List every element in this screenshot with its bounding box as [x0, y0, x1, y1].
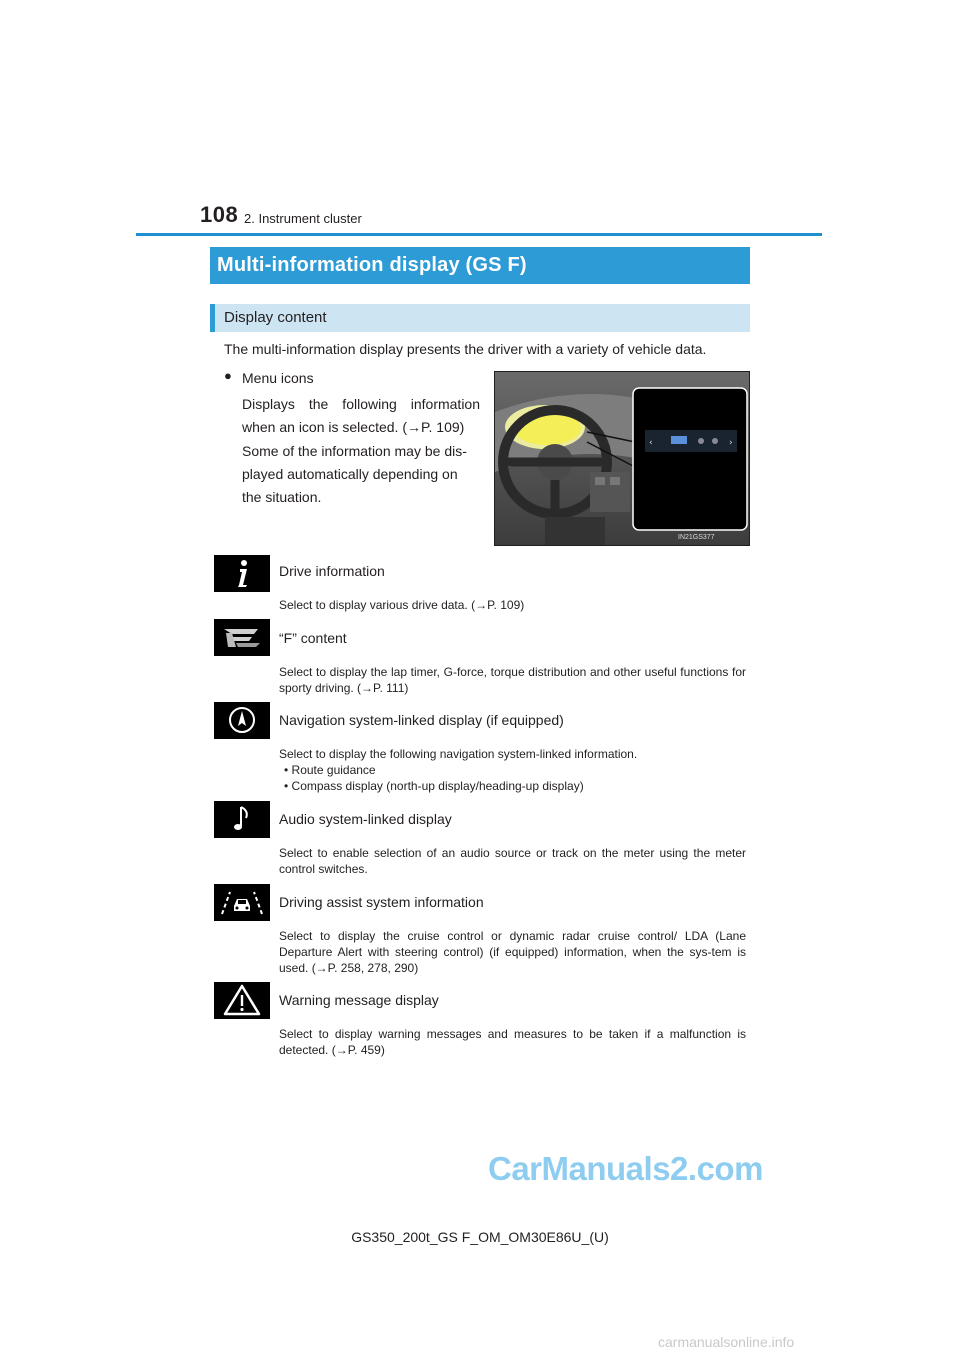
- f-logo-icon: [214, 619, 270, 656]
- bullet-label: Menu icons: [242, 370, 314, 386]
- watermark-secondary: carmanualsonline.info: [658, 1334, 795, 1350]
- driving-assist-icon: [214, 884, 270, 921]
- item-desc-driving-assist: Select to display the cruise control or dynamic radar cruise control/ LDA (Lane Departure Alert with steering control) (if equipped) information, when the sys-tem is used. (→P. 258, 278, 290): [279, 929, 746, 975]
- warning-icon: [214, 982, 270, 1019]
- footer-code: GS350_200t_GS F_OM_OM30E86U_(U): [351, 1229, 609, 1245]
- item-desc-f-content: Select to display the lap timer, G-force, torque distribution and other useful functions for sporty driving. (→P. 111): [279, 665, 746, 695]
- menu-icons-paragraph-2-line-1: Some of the information may be dis-: [242, 443, 467, 459]
- menu-icons-paragraph-2-line-3: the situation.: [242, 489, 322, 505]
- item-title-drive-information: Drive information: [279, 563, 385, 579]
- item-desc-audio: Select to enable selection of an audio source or track on the meter using the meter control switches.: [279, 846, 746, 876]
- header-rule: [136, 233, 822, 236]
- item-title-audio: Audio system-linked display: [279, 811, 452, 827]
- illustration-code: IN21GS377: [678, 534, 715, 541]
- watermark-primary: CarManuals2.com: [488, 1150, 763, 1187]
- navigation-sub-item-2: • Compass display (north-up display/heading-up display): [284, 779, 584, 793]
- item-desc-drive-information: Select to display various drive data. (→P. 109): [279, 598, 525, 612]
- navigation-icon-graphic: [214, 702, 270, 739]
- driving-assist-icon-graphic: [214, 884, 270, 921]
- item-desc-warning: Select to display warning messages and measures to be taken if a malfunction is detected. (→P. 459): [279, 1027, 746, 1057]
- navigation-sub-item-1: • Route guidance: [284, 763, 376, 777]
- info-icon-graphic: [214, 555, 270, 592]
- warning-icon-graphic: [214, 982, 270, 1019]
- f-logo-icon-graphic: [214, 619, 270, 656]
- music-note-icon: [214, 801, 270, 838]
- menu-icons-paragraph-2-line-2: played automatically depending on: [242, 466, 458, 482]
- item-title-warning: Warning message display: [279, 992, 439, 1008]
- menu-icons-paragraph-2: [242, 440, 480, 509]
- navigation-icon: [214, 702, 270, 739]
- item-title-navigation: Navigation system-linked display (if equipped): [279, 712, 564, 728]
- svg-text:›: ›: [729, 438, 733, 448]
- info-icon: [214, 555, 270, 592]
- svg-text:‹: ‹: [649, 438, 653, 448]
- item-desc-navigation: Select to display the following navigation system-linked information.: [279, 747, 638, 761]
- page-number: 108: [200, 202, 239, 227]
- music-note-icon-graphic: [214, 801, 270, 838]
- menu-icons-paragraph-1: Displays the following information when an icon is selected. (→P. 109): [242, 396, 480, 435]
- dashboard-illustration: [494, 371, 750, 546]
- section-title: Multi-information display (GS F): [210, 247, 750, 284]
- item-title-driving-assist: Driving assist system information: [279, 894, 484, 910]
- intro-text: The multi-information display presents the driver with a variety of vehicle data.: [224, 341, 707, 357]
- item-title-f-content: “F” content: [279, 630, 347, 646]
- chapter-title: 2. Instrument cluster: [244, 211, 362, 226]
- bullet-icon: ●: [224, 368, 232, 383]
- dashboard-illustration-graphic: [495, 372, 750, 546]
- subsection-title: Display content: [210, 304, 750, 332]
